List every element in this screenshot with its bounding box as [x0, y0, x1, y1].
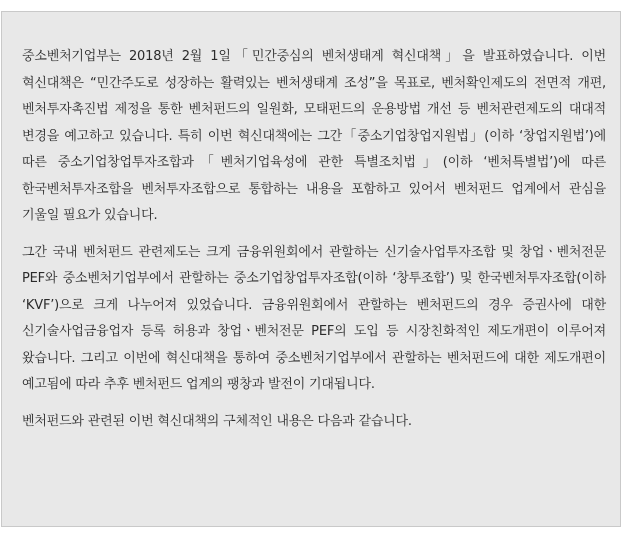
document-box: [1, 11, 621, 527]
paragraph-summary: 벤처펀드와 관련된 이번 혁신대책의 구체적인 내용은 다음과 같습니다.: [22, 413, 412, 429]
paragraph-intro: 중소벤처기업부는 2018년 2월 1일「민간중심의 벤처생태계 혁신대책」을 발표하였습니다. 이번 혁신대책은 “민간주도로 성장하는 활력있는 벤처생태계 조성”을 목표로, 벤처확인제도의 전면적 개편, 벤처투자촉진법 제정을 통한 벤처펀드의 일원화, 모태펀드의 운용방법 개선 등 벤처관련제도의 대대적 변경을 예고하고 있습니다. 특히 이번 혁신대책에는 그간「중소기업창업지원법」(이하 ‘창업지원법’)에 따른 중소기업창업투자조합과「벤처기업육성에 관한 특별조치법」(이하 ‘벤처특별법’)에 따른 한국벤처투자조합을 벤처투자조합으로 통합하는 내용을 포함하고 있어서 벤처펀드 업계에서 관심을 기울일 필요가 있습니다.: [22, 49, 606, 223]
paragraph-background: 그간 국내 벤처펀드 관련제도는 크게 금융위원회에서 관할하는 신기술사업투자조합 및 창업ㆍ벤처전문 PEF와 중소벤처기업부에서 관할하는 중소기업창업투자조합(이하 ‘창투조합’) 및 한국벤처투자조합(이하 ‘KVF’)으로 크게 나누어져 있었습니다. 금융위원회에서 관할하는 벤처펀드의 경우 증권사에 대한 신기술사업금융업자 등록 허용과 창업ㆍ벤처전문 PEF의 도입 등 시장친화적인 제도개편이 이루어져 왔습니다. 그리고 이번에 혁신대책을 통하여 중소벤처기업부에서 관할하는 벤처펀드에 대한 제도개편이 예고됨에 따라 추후 벤처펀드 업계의 팽창과 발전이 기대됩니다.: [22, 244, 606, 392]
